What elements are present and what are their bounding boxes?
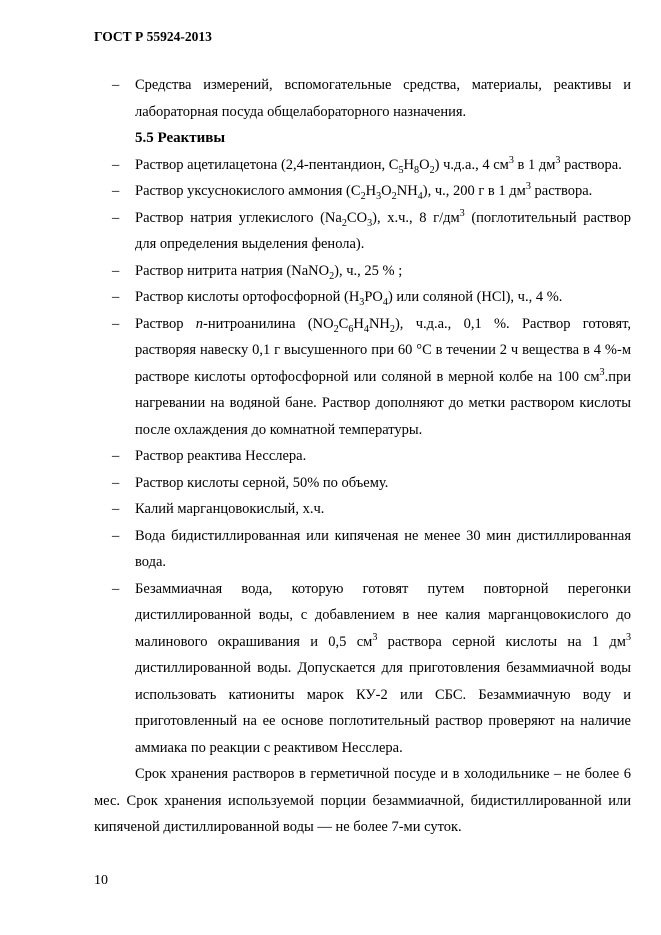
subscript: 5 [398, 164, 404, 176]
item-text: CO [346, 209, 368, 226]
list-item [94, 443, 631, 470]
item-text: (поглотительный раствор для определения выделения фенола). [135, 209, 631, 252]
item-text: NH [368, 315, 390, 332]
superscript: 3 [625, 631, 631, 643]
subscript: 4 [382, 296, 388, 308]
list-item [94, 284, 631, 311]
item-text: O [381, 183, 392, 199]
list-dash: – [112, 77, 120, 93]
superscript: 3 [372, 631, 378, 643]
list-dash: – [112, 183, 120, 199]
list-dash: – [112, 474, 120, 491]
list-dash: – [112, 580, 120, 597]
superscript: 3 [459, 207, 465, 219]
superscript: 3 [599, 366, 605, 378]
list-dash: – [112, 262, 120, 279]
subscript: 6 [348, 323, 354, 335]
subscript: 4 [417, 190, 423, 202]
item-text: NH [396, 183, 418, 199]
subscript: 3 [376, 190, 382, 202]
item-text: ) или соляной (HCl), ч., 4 %. [387, 289, 563, 305]
subscript: 2 [341, 217, 347, 229]
item-text: Вода бидистиллированная или кипяченая не менее 30 мин дистиллированная вода. [135, 527, 631, 570]
item-text: ), х.ч., 8 г/дм [372, 209, 460, 226]
list-item [94, 152, 631, 179]
item-text: ), ч., 200 г в 1 дм [422, 183, 526, 199]
list-dash: – [112, 527, 120, 544]
subscript: 3 [367, 217, 373, 229]
list-dash: – [112, 501, 120, 517]
item-text: .при нагревании на водяной бане. Раствор дополняют до метки раствором кислоты после охлаждения до комнатной температуры. [135, 368, 631, 438]
item-text: раствора серной кислоты на 1 дм [377, 633, 626, 650]
subscript: 4 [363, 323, 369, 335]
item-text: ), ч., 25 % ; [334, 262, 403, 279]
item-text: Раствор кислоты серной, 50% по объему. [135, 474, 389, 491]
item-text: Раствор реактива Несслера. [135, 448, 307, 464]
item-text: Средства измерений, вспомогательные средства, материалы, реактивы и лабораторная посуда общелабораторного назначения. [135, 77, 631, 120]
item-text: Раствор нитрита натрия (NaNO [135, 262, 330, 279]
item-text: Раствор ацетилацетона (2,4-пентандион, C [135, 156, 399, 173]
subscript: 2 [333, 323, 339, 335]
item-text: C [338, 315, 349, 332]
subscript: 2 [360, 190, 366, 202]
list-item [94, 576, 631, 762]
item-text: H [403, 156, 415, 173]
list-item [94, 205, 631, 258]
italic-text: n [195, 315, 204, 332]
list-item [94, 311, 631, 444]
subscript: 2 [389, 323, 395, 335]
list-dash: – [112, 315, 120, 332]
list-item [94, 470, 631, 497]
item-text: в 1 дм [513, 156, 556, 173]
item-text: раствора. [530, 183, 593, 199]
subscript: 2 [329, 270, 335, 282]
storage-paragraph: Срок хранения растворов в герметичной посуде и в холодильнике – не более 6 мес. Срок хранения используемой порции безаммиачной, бидистиллированной или кипяченой дистиллированной воды — не более 7-ми суток. [94, 766, 631, 835]
item-text: Раствор кислоты ортофосфорной (H [135, 289, 360, 305]
subscript: 8 [414, 164, 420, 176]
item-text: Раствор [135, 315, 196, 332]
list-item [94, 72, 631, 125]
list-dash: – [112, 448, 120, 464]
superscript: 3 [525, 181, 531, 193]
document-body [94, 72, 631, 841]
subscript: 2 [391, 190, 397, 202]
item-text: раствора. [560, 156, 622, 173]
item-text: H [353, 315, 364, 332]
superscript: 3 [555, 154, 561, 166]
item-text: Безаммиачная вода, которую готовят путем повторной перегонки дистиллированной воды, с добавлением в нее калия марганцовокислого до малинового окрашивания и 0,5 см [135, 580, 631, 650]
list-dash: – [112, 289, 120, 305]
item-text: Калий марганцовокислый, х.ч. [135, 501, 325, 517]
subscript: 3 [359, 296, 365, 308]
subscript: 2 [429, 164, 435, 176]
section-title: 5.5 Реактивы [135, 130, 226, 146]
item-text: ) ч.д.а., 4 см [434, 156, 509, 173]
list-item [94, 258, 631, 285]
document-header: ГОСТ Р 55924-2013 [94, 29, 212, 44]
list-dash: – [112, 156, 120, 173]
superscript: 3 [508, 154, 514, 166]
page-number: 10 [94, 873, 108, 888]
item-text: Раствор уксуснокислого аммония (C [135, 183, 361, 199]
item-text: дистиллированной воды. Допускается для приготовления безаммиачной воды использовать катиониты марок КУ-2 или СБС. Безаммиачную воду и приготовленный на ее основе поглотительный раствор проверяют на наличие аммиака по реакции с реактивом Несслера. [135, 660, 631, 756]
item-text: H [365, 183, 377, 199]
item-text: PO [364, 289, 383, 305]
item-text: ), ч.д.а., 0,1 %. Раствор готовят, растворяя навеску 0,1 г высушенного при 60 °С в течении 2 ч вещества в 4 %-м растворе кислоты ортофосфорной или соляной в мерной колбе на 100 см [135, 315, 631, 385]
item-text: Раствор натрия углекислого (Na [135, 209, 342, 226]
item-text: O [419, 156, 430, 173]
list-item [94, 523, 631, 576]
list-item [94, 496, 631, 523]
item-text: -нитроанилина (NO [203, 315, 334, 332]
list-item [94, 178, 631, 205]
list-dash: – [112, 209, 120, 226]
